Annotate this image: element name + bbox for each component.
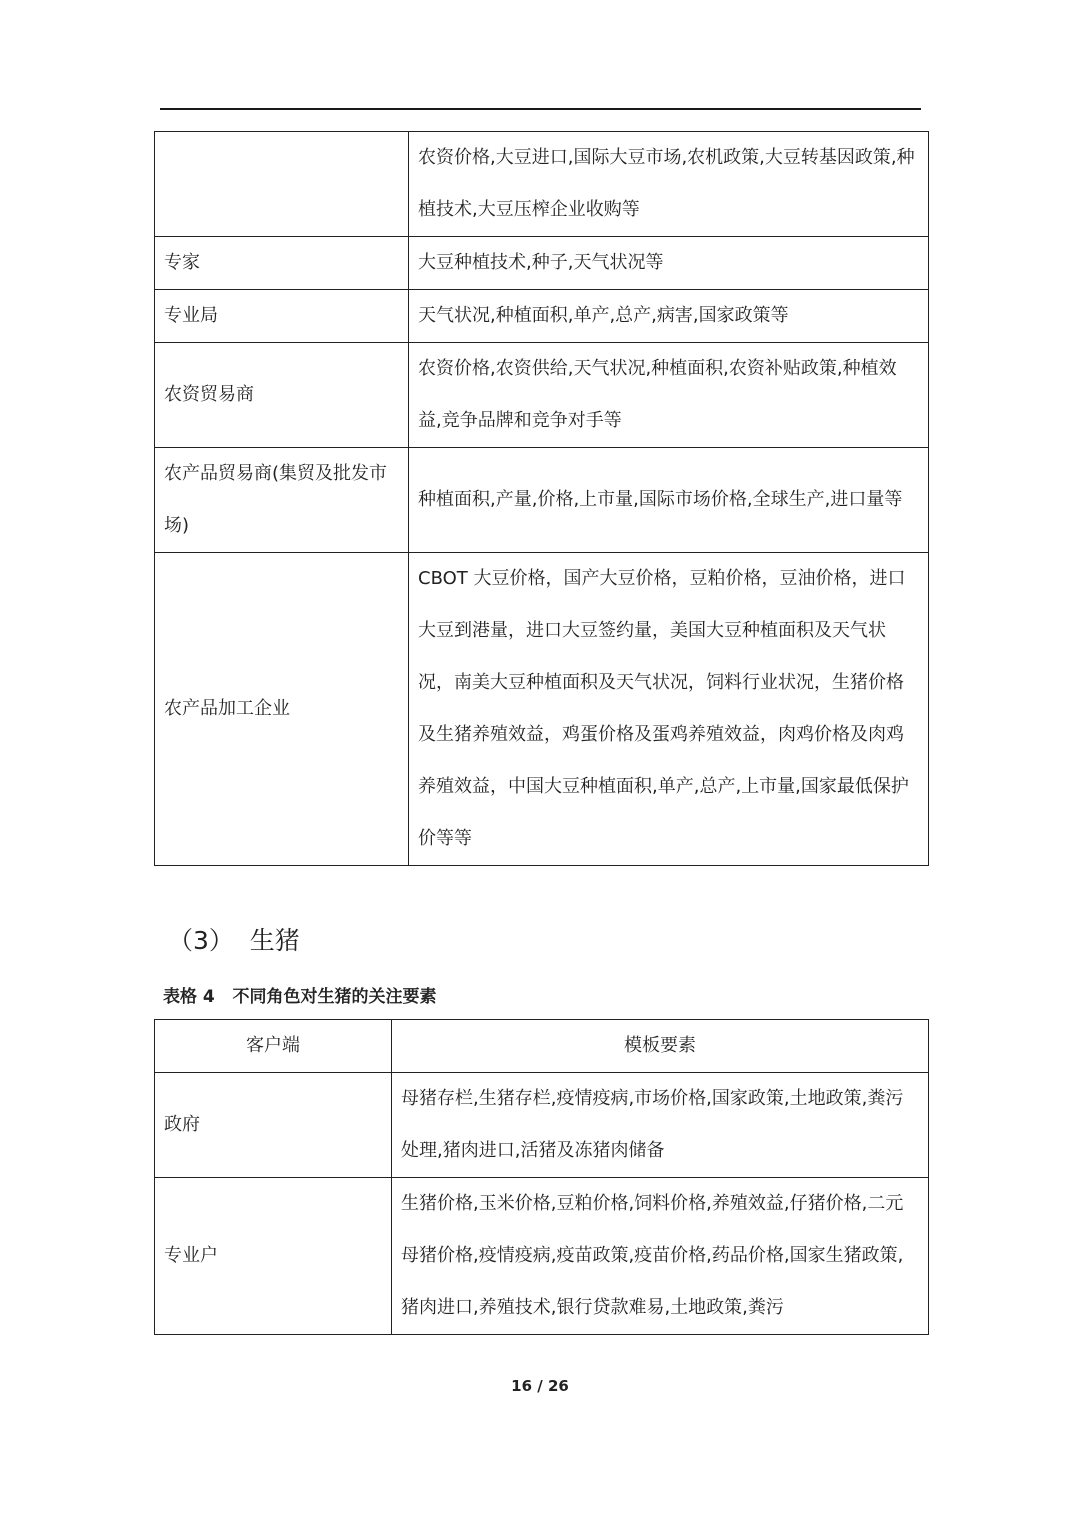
role-cell: 专业局 xyxy=(155,290,409,343)
soybean-focus-table xyxy=(154,131,929,866)
elements-cell: 大豆种植技术,种子,天气状况等 xyxy=(409,237,929,290)
role-cell: 专家 xyxy=(155,237,409,290)
role-cell xyxy=(155,132,409,237)
role-cell: 农产品贸易商(集贸及批发市场) xyxy=(155,448,409,553)
column-header-elements: 模板要素 xyxy=(392,1020,929,1073)
role-cell: 农产品加工企业 xyxy=(155,553,409,866)
table-row xyxy=(155,1073,929,1178)
elements-cell: 母猪存栏,生猪存栏,疫情疫病,市场价格,国家政策,土地政策,粪污处理,猪肉进口,活猪及冻猪肉储备 xyxy=(392,1073,929,1178)
header-rule xyxy=(160,108,921,110)
elements-cell: 天气状况,种植面积,单产,总产,病害,国家政策等 xyxy=(409,290,929,343)
section-heading: （3） 生猪 xyxy=(168,926,300,955)
elements-cell: 农资价格,大豆进口,国际大豆市场,农机政策,大豆转基因政策,种植技术,大豆压榨企业收购等 xyxy=(409,132,929,237)
table-row xyxy=(155,290,929,343)
page-number: 16 / 26 xyxy=(511,1377,569,1395)
table-row xyxy=(155,132,929,237)
elements-cell: 生猪价格,玉米价格,豆粕价格,饲料价格,养殖效益,仔猪价格,二元母猪价格,疫情疫病,疫苗政策,疫苗价格,药品价格,国家生猪政策,猪肉进口,养殖技术,银行贷款难易,土地政策,粪污 xyxy=(392,1178,929,1335)
table-caption: 表格 4 不同角色对生猪的关注要素 xyxy=(163,987,437,1007)
role-cell: 农资贸易商 xyxy=(155,343,409,448)
hog-focus-table xyxy=(154,1019,929,1335)
role-cell: 政府 xyxy=(155,1073,392,1178)
table-row xyxy=(155,448,929,553)
elements-cell: 种植面积,产量,价格,上市量,国际市场价格,全球生产,进口量等 xyxy=(409,448,929,553)
elements-cell: 农资价格,农资供给,天气状况,种植面积,农资补贴政策,种植效益,竞争品牌和竞争对手等 xyxy=(409,343,929,448)
table-row xyxy=(155,343,929,448)
table-row xyxy=(155,237,929,290)
elements-cell: CBOT 大豆价格，国产大豆价格，豆粕价格，豆油价格，进口大豆到港量，进口大豆签约量，美国大豆种植面积及天气状况，南美大豆种植面积及天气状况，饲料行业状况，生猪价格及生猪养殖效益，鸡蛋价格及蛋鸡养殖效益，肉鸡价格及肉鸡养殖效益，中国大豆种植面积,单产,总产,上市量,国家最低保护价等等 xyxy=(409,553,929,866)
role-cell: 专业户 xyxy=(155,1178,392,1335)
table-header-row xyxy=(155,1020,929,1073)
table-row xyxy=(155,1178,929,1335)
column-header-client: 客户端 xyxy=(155,1020,392,1073)
table-row xyxy=(155,553,929,866)
